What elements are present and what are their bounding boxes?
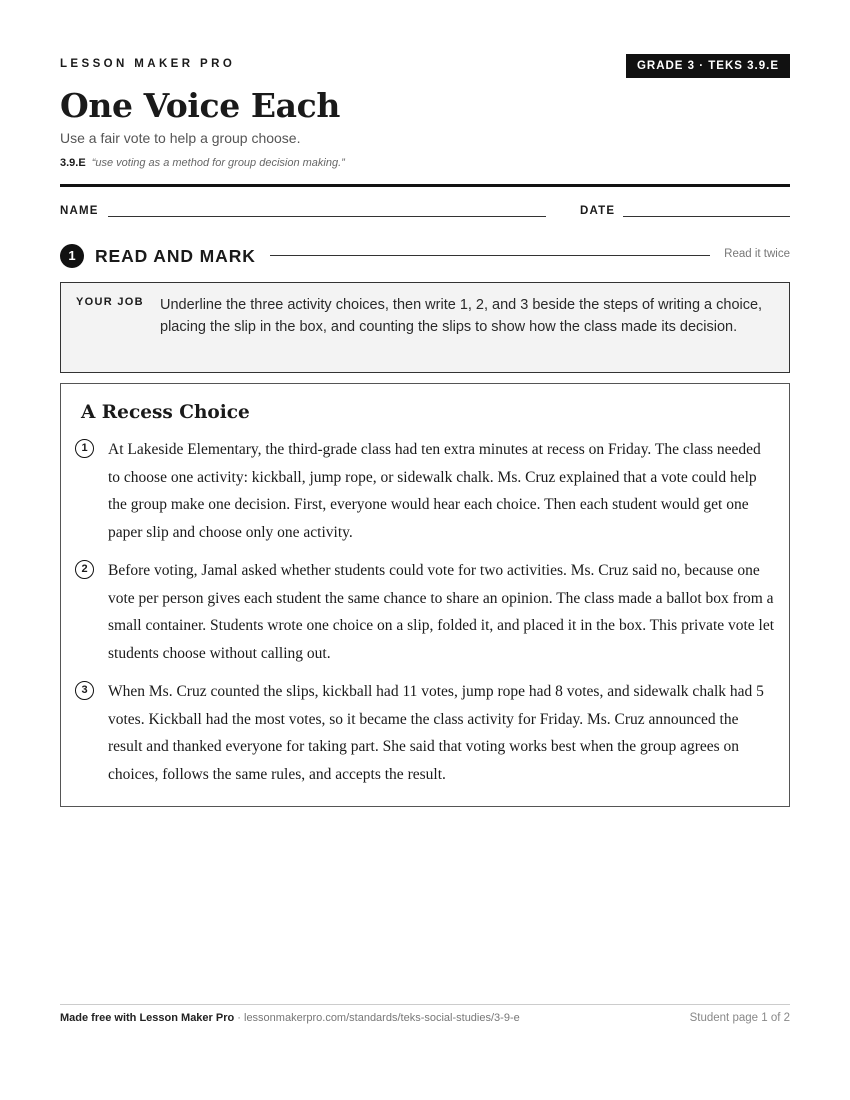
grade-badge: GRADE 3 · TEKS 3.9.E [626, 54, 790, 78]
page-subtitle: Use a fair vote to help a group choose. [60, 130, 301, 146]
paragraph-text[interactable]: When Ms. Cruz counted the slips, kickball had 11 votes, jump rope had 8 votes, and sidewalk chalk had 5 votes. Kickball had the most votes, so it became the class activity for Friday. Ms. Cruz announced the result and thanked everyone for taking part. She said that voting works best when the group agrees on choices, follows the same rules, and accepts the result. [108, 683, 764, 783]
standard-reference [60, 157, 345, 169]
paragraph-text[interactable]: Before voting, Jamal asked whether students could vote for two activities. Ms. Cruz said no, because one vote per person gives each student the same chance to share an opinion. The class made a ballot box from a small container. Students wrote one choice on a slip, folded it, and placed it in the box. This private vote let students choose without calling out. [108, 562, 775, 662]
paragraph-number: 2 [75, 560, 94, 579]
name-field[interactable] [108, 216, 546, 217]
instruction-label: YOUR JOB [76, 296, 144, 308]
section-hint: Read it twice [724, 248, 790, 260]
footer-url-link[interactable]: lessonmakerpro.com/standards/teks-social-studies/3-9-e [244, 1012, 520, 1024]
standard-quote: “use voting as a method for group decision making.” [91, 157, 345, 169]
date-label: DATE [580, 205, 616, 217]
footer-credit [60, 1012, 520, 1024]
section-title: READ AND MARK [95, 246, 256, 266]
footer-made-with: Made free with Lesson Maker Pro [60, 1012, 235, 1024]
header-divider [60, 184, 790, 187]
passage-title: A Recess Choice [81, 402, 250, 423]
page-title: One Voice Each [60, 86, 340, 125]
date-field[interactable] [623, 216, 790, 217]
paragraph-number: 1 [75, 439, 94, 458]
footer-separator: · [234, 1012, 244, 1024]
paragraph-text[interactable]: At Lakeside Elementary, the third-grade class had ten extra minutes at recess on Friday. The class needed to choose one activity: kickball, jump rope, or sidewalk chalk. Ms. Cruz explained that a vote could help the group make one decision. First, everyone would hear each choice. Then each student would get one paper slip and choose only one activity. [108, 441, 761, 541]
instruction-box [60, 282, 790, 373]
instruction-text: Underline the three activity choices, then write 1, 2, and 3 beside the steps of writing a choice, placing the slip in the box, and counting the slips to show how the class made its decision. [160, 297, 763, 335]
paragraph-number: 3 [75, 681, 94, 700]
section-divider [270, 255, 710, 256]
page-indicator: Student page 1 of 2 [689, 1012, 790, 1024]
section-number-badge: 1 [60, 244, 84, 268]
reading-passage [60, 383, 790, 807]
section-header [60, 244, 790, 268]
brand-name: LESSON MAKER PRO [60, 58, 236, 70]
footer-divider [60, 1004, 790, 1005]
name-label: NAME [60, 205, 99, 217]
standard-code: 3.9.E [60, 157, 86, 169]
worksheet-page [60, 0, 790, 1100]
